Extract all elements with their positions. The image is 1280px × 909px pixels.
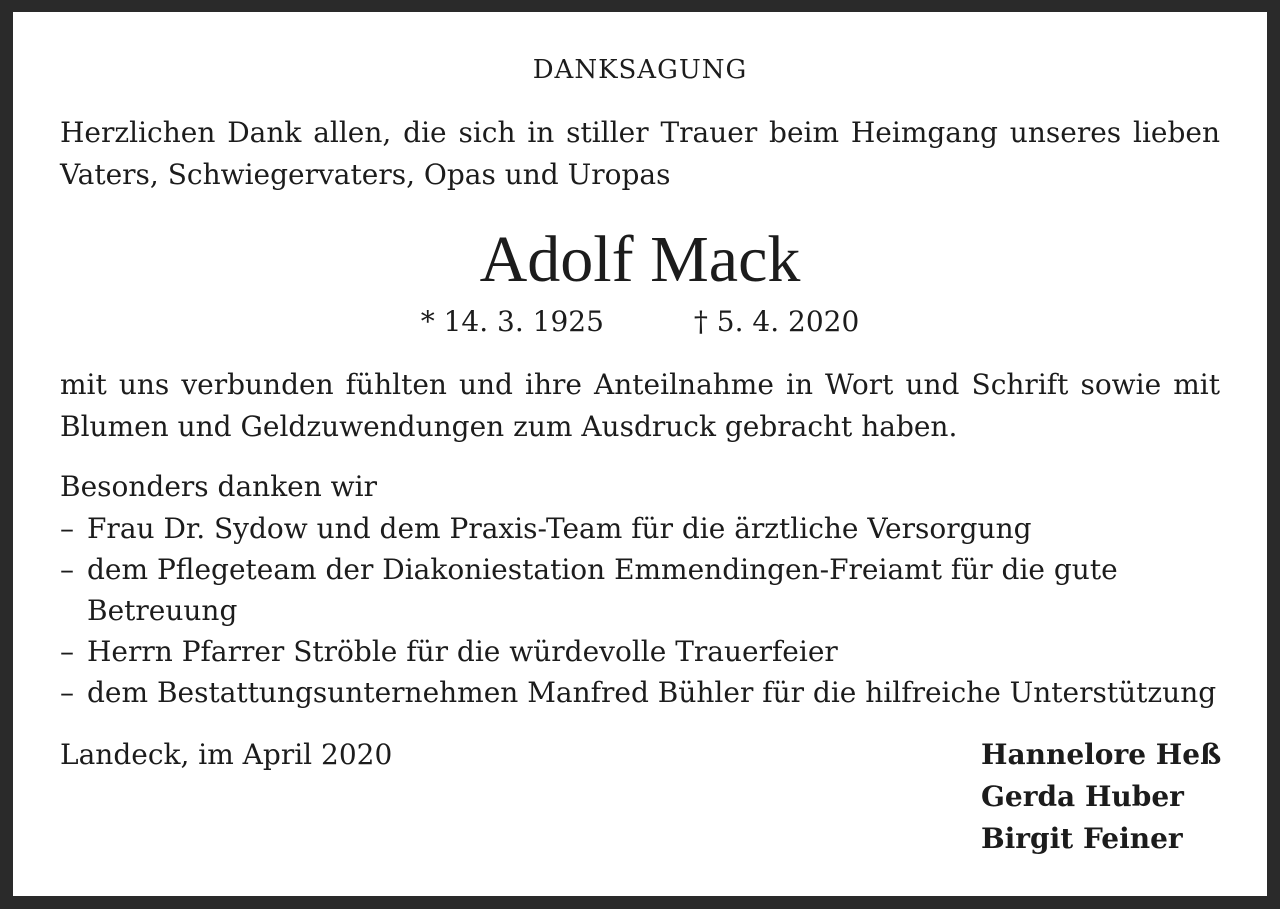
place-date: Landeck, im April 2020 — [60, 738, 393, 771]
list-item-text: Herrn Pfarrer Ströble für die würdevolle Trauerfeier — [87, 635, 838, 668]
heading: DANKSAGUNG — [532, 55, 748, 85]
deceased-name: Adolf Mack — [479, 223, 801, 296]
list-item — [60, 672, 1220, 713]
thanks-intro: Besonders danken wir — [60, 470, 377, 503]
list-item — [60, 631, 1220, 672]
dash-marker: – — [60, 553, 74, 586]
life-dates — [13, 304, 1267, 340]
list-item — [60, 549, 1220, 631]
dash-marker: – — [60, 635, 74, 668]
list-item — [60, 508, 1220, 549]
signature-name: Birgit Feiner — [981, 822, 1183, 855]
intro-text: Herzlichen Dank allen, die sich in stiller Trauer beim Heimgang unseres lieben Vaters, Schwiegervaters, Opas und Uropas — [60, 116, 1220, 191]
signature-name: Gerda Huber — [981, 780, 1184, 813]
list-item-text: dem Pflegeteam der Diakoniestation Emmendingen-Freiamt für die gute Betreuung — [87, 553, 1118, 627]
list-item-text: Frau Dr. Sydow und dem Praxis-Team für die ärztliche Versorgung — [87, 512, 1032, 545]
birth-date: * 14. 3. 1925 — [420, 305, 604, 338]
dash-marker: – — [60, 512, 74, 545]
thanks-list — [60, 508, 1220, 713]
body-text: mit uns verbunden fühlten und ihre Anteilnahme in Wort und Schrift sowie mit Blumen und Geldzuwendungen zum Ausdruck gebracht haben. — [60, 368, 1220, 443]
list-item-text: dem Bestattungsunternehmen Manfred Bühler für die hilfreiche Unterstützung — [87, 676, 1217, 709]
dash-marker: – — [60, 676, 74, 709]
signature-name: Hannelore Heß — [981, 738, 1222, 771]
obituary-card — [13, 12, 1267, 896]
death-date: † 5. 4. 2020 — [693, 305, 860, 338]
signatures — [981, 734, 1221, 860]
